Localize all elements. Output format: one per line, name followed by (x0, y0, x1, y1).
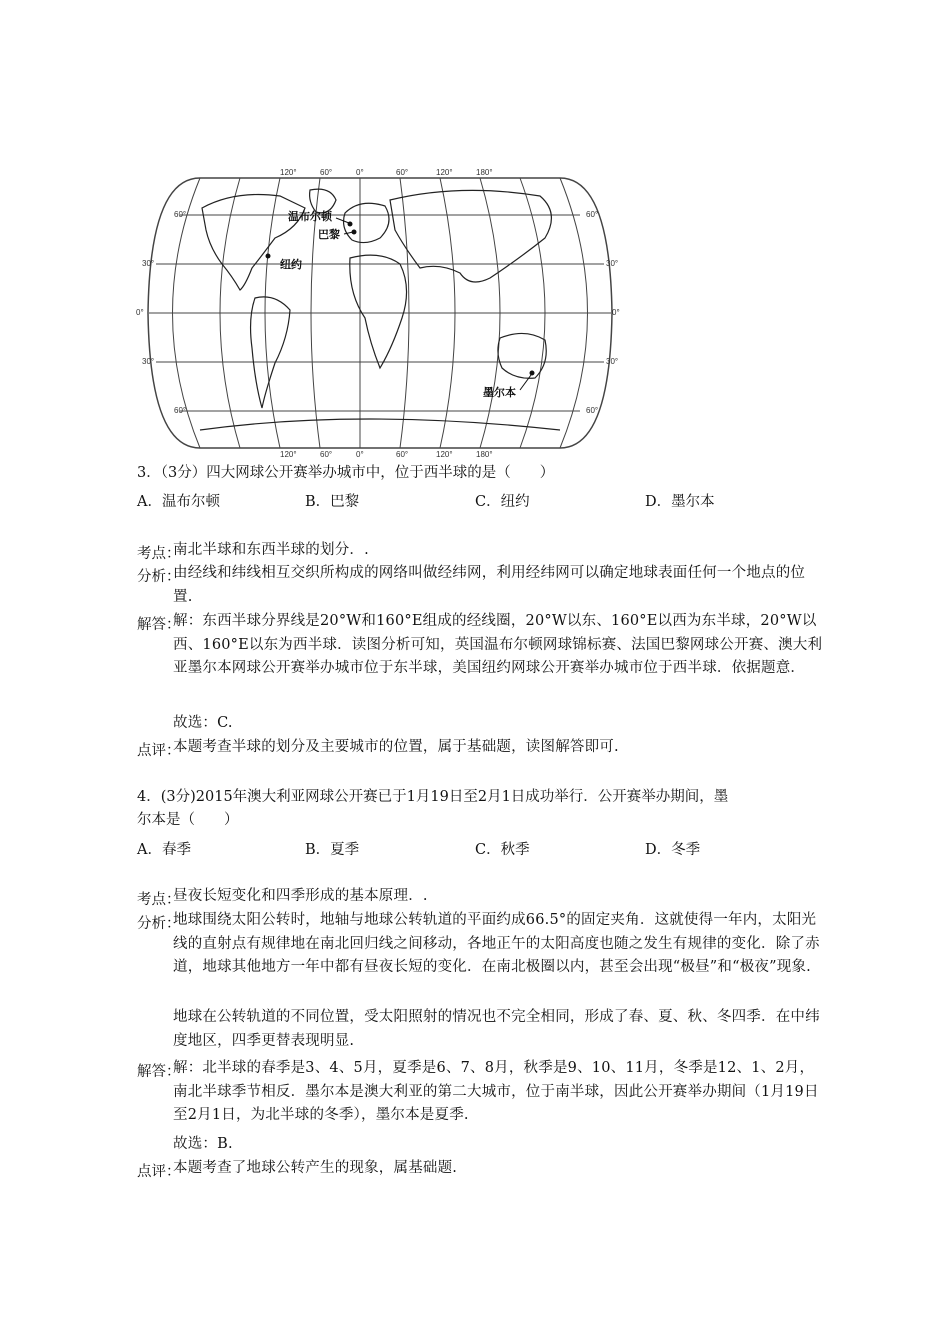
q3-option-b: B．巴黎 (305, 494, 360, 510)
q4-fenxi-2: 地球在公转轨道的不同位置，受太阳照射的情况也不完全相同，形成了春、夏、秋、冬四季．在中纬度地区，四季更替表现明显. (173, 1009, 820, 1049)
q3-fenxi-label: 分析： (137, 569, 181, 585)
map-right-lat: 60° (586, 406, 599, 415)
q3-kaodian-label: 考点： (137, 546, 181, 562)
map-top-tick: 120° (280, 168, 297, 177)
q3-stem: 3．（3分）四大网球公开赛举办城市中，位于西半球的是（ ） (137, 465, 555, 481)
map-top-tick: 120° (436, 168, 453, 177)
q4-dianping-label: 点评： (137, 1164, 181, 1180)
q4-option-b: B．夏季 (305, 842, 360, 858)
map-top-tick: 60° (396, 168, 409, 177)
map-top-tick: 0° (356, 168, 364, 177)
q4-kaodian: 昼夜长短变化和四季形成的基本原理．. (173, 888, 428, 904)
q4-fenxi: 地球围绕太阳公转时，地轴与地球公转轨道的平面约成66.5°的固定夹角．这就使得一年内，太阳光线的直射点有规律地在南北回归线之间移动，各地正午的太阳高度也随之发生有规律的变化．除了赤道，地球其他地方一年中都有昼夜长短的变化．在南北极圈以内，甚至会出现“极昼”和“极夜”现象. (173, 912, 820, 975)
q4-dianping: 本题考查了地球公转产生的现象，属基础题. (173, 1160, 458, 1176)
map-bottom-tick: 120° (436, 450, 453, 459)
map-left-lat: 30° (142, 357, 155, 366)
map-left-lat: 0° (136, 308, 144, 317)
map-top-tick: 60° (320, 168, 333, 177)
map-right-lat: 30° (606, 259, 619, 268)
map-bottom-tick: 180° (476, 450, 493, 459)
q4-stem-line2: 尔本是（ ） (137, 812, 239, 828)
map-top-tick: 180° (476, 168, 493, 177)
map-bottom-tick: 60° (320, 450, 333, 459)
map-bottom-tick: 120° (280, 450, 297, 459)
map-right-lat: 0° (612, 308, 620, 317)
q3-option-c: C．纽约 (475, 494, 530, 510)
q3-jieda: 解：东西半球分界线是20°W和160°E组成的经线圈，20°W以东、160°E以西为东半球，20°W以西、160°E以东为西半球．读图分析可知，英国温布尔顿网球锦标赛、法国巴黎网球公开赛、澳大利亚墨尔本网球公开赛举办城市位于东半球，美国纽约网球公开赛举办城市位于西半球．依据题意． (173, 613, 823, 676)
q4-option-a: A．春季 (137, 842, 191, 858)
q3-dianping-label: 点评： (137, 743, 181, 759)
city-label-melbourne: 墨尔本 (483, 386, 516, 399)
q4-option-d: D．冬季 (645, 842, 701, 858)
q4-stem-line1: 4．(3分)2015年澳大利亚网球公开赛已于1月19日至2月1日成功举行．公开赛举办期间，墨 (137, 789, 729, 805)
q4-option-c: C．秋季 (475, 842, 530, 858)
map-bottom-tick: 0° (356, 450, 364, 459)
map-right-lat: 30° (606, 357, 619, 366)
q4-fenxi-label: 分析： (137, 916, 181, 932)
q3-dianping: 本题考查半球的划分及主要城市的位置，属于基础题，读图解答即可. (173, 739, 619, 755)
q3-option-a: A．温布尔顿 (137, 494, 220, 510)
map-left-lat: 60° (174, 210, 187, 219)
city-label-paris: 巴黎 (318, 228, 340, 241)
q3-fenxi: 由经线和纬线相互交织所构成的网络叫做经纬网，利用经纬网可以确定地球表面任何一个地点的位置. (173, 565, 806, 605)
q4-kaodian-label: 考点： (137, 892, 181, 908)
city-marker-newyork (266, 254, 271, 259)
map-left-lat: 60° (174, 406, 187, 415)
city-label-newyork: 纽约 (280, 258, 302, 271)
q3-kaodian: 南北半球和东西半球的划分．. (173, 542, 369, 558)
q4-jieda-label: 解答： (137, 1064, 181, 1080)
map-left-lat: 30° (142, 259, 155, 268)
map-right-lat: 60° (586, 210, 599, 219)
map-bottom-tick: 60° (396, 450, 409, 459)
city-marker-melbourne (530, 371, 535, 376)
q3-option-d: D．墨尔本 (645, 494, 715, 510)
world-map-figure (136, 168, 620, 459)
q3-answer: 故选：C. (173, 715, 233, 731)
q4-answer: 故选：B. (173, 1136, 233, 1152)
q4-jieda: 解：北半球的春季是3、4、5月，夏季是6、7、8月，秋季是9、10、11月，冬季是12、1、2月，南北半球季节相反．墨尔本是澳大利亚的第二大城市，位于南半球，因此公开赛举办期间（1月19日至2月1日，为北半球的冬季），墨尔本是夏季. (173, 1060, 819, 1123)
q3-jieda-label: 解答： (137, 617, 181, 633)
city-label-wimbledon: 温布尔顿 (288, 210, 332, 223)
